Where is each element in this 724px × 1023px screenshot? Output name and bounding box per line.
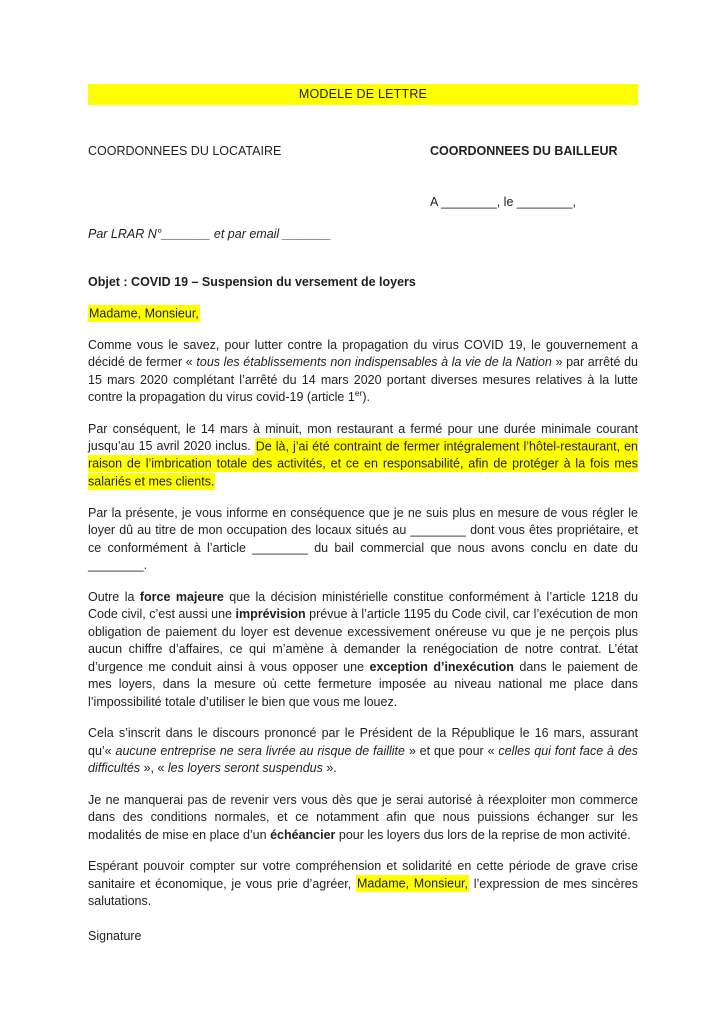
salutation: Madame, Monsieur,: [89, 306, 199, 320]
highlighted-text: Madame, Monsieur,: [356, 876, 468, 891]
text-run: Espérant pouvoir compter sur votre compréhension et solidarité en cette période de grave crise sanitaire et économique, je vous prie d’agréer,: [88, 859, 638, 891]
text-run: Par la présente, je vous informe en conséquence que je ne suis plus en mesure de vous régler le loyer dû au titre de mon occupation des locaux situés au ________ dont vous êtes propriétaire, et ce conformément à l’article ________ du bail commercial que nous avons conclu en date du ________.: [88, 505, 638, 572]
text-run: er: [354, 387, 363, 398]
text-run: tous les établissements non indispensables à la vie de la Nation: [196, 355, 552, 369]
text-run: imprévision: [235, 607, 306, 621]
text-run: force majeure: [139, 589, 224, 604]
text-run: l’expression de mes sincères salutations.: [88, 876, 638, 908]
text-run: », «: [140, 761, 168, 775]
text-run: Par conséquent, le 14 mars à minuit, mon restaurant a fermé pour une durée minimale courant jusqu’au 15 avril 2020 inclus.: [88, 421, 638, 453]
subject-line: Objet : COVID 19 – Suspension du versement de loyers: [88, 274, 416, 289]
letter-paragraphs: [88, 337, 638, 911]
text-run: exception d’inexécution: [369, 659, 514, 674]
title-banner: MODELE DE LETTRE: [88, 84, 638, 105]
text-run: ).: [362, 390, 371, 404]
text-run: » par arrêté du 15 mars 2020 complétant l’arrêté du 14 mars 2020 portant diverses mesures relatives à la lutte contre la propagation du virus covid-19 (article 1: [88, 355, 639, 404]
text-run: » et que pour «: [404, 743, 499, 758]
text-run: les loyers seront suspendus: [167, 761, 323, 775]
text-run: prévue à l’article 1195 du Code civil, car l’exécution de mon obligation de paiement du loyer est devenue excessivement onéreuse vu que je ne perçois plus aucun chiffre d’affaires, ce qui m’amène à demander la renégociation de notre contrat. L’état d’urgence me conduit ainsi à vous opposer une: [88, 607, 638, 674]
paragraph: [88, 589, 638, 712]
text-run: Cela s’inscrit dans le discours prononcé par le Président de la République le 16 mars, assurant qu’«: [88, 726, 638, 758]
place-date-line: A ________, le ________,: [430, 194, 576, 209]
text-run: échéancier: [270, 827, 336, 842]
paragraph: [88, 858, 638, 911]
text-run: ».: [322, 761, 337, 775]
paragraph: [88, 337, 638, 407]
text-run: Je ne manquerai pas de revenir vers vous dès que je serai autorisé à réexploiter mon commerce dans des conditions normales, et ce notamment afin que nous puissions échanger sur les modalités de mise en place d’un: [88, 792, 638, 842]
salutation-line: [88, 305, 638, 323]
highlighted-text: De là, j’ai été contraint de fermer intégralement l’hôtel-restaurant, en raison de l’imbrication totale des activités, et ce en responsabilité, afin de protéger à la fois mes salariés et mes clients.: [88, 439, 638, 488]
delivery-method-line: Par LRAR N°_______ et par email _______: [88, 227, 332, 241]
text-run: que la décision ministérielle constitue conformément à l’article 1218 du Code civil, c’est aussi une: [88, 589, 639, 621]
text-run: Comme vous le savez, pour lutter contre la propagation du virus COVID 19, le gouvernement a décidé de fermer «: [88, 337, 638, 369]
addresses-row: [88, 143, 638, 161]
paragraph: [88, 725, 638, 778]
paragraph: [88, 505, 638, 575]
text-run: Outre la: [88, 589, 140, 604]
signature-label: Signature: [88, 928, 142, 943]
paragraph: [88, 421, 638, 491]
text-run: celles qui font face à des difficultés: [88, 743, 638, 775]
text-run: dans le paiement de mes loyers, dans la mesure où cette fermeture imposée au niveau national me place dans l’impossibilité totale d’utiliser le bien que vous me louez.: [88, 659, 639, 709]
tenant-details-label: COORDONNEES DU LOCATAIRE: [88, 144, 282, 158]
landlord-details-label: COORDONNEES DU BAILLEUR: [430, 144, 618, 158]
text-run: pour les loyers dus lors de la reprise de mon activité.: [335, 827, 631, 842]
text-run: aucune entreprise ne sera livrée au risque de faillite: [115, 743, 405, 758]
paragraph: [88, 792, 638, 845]
